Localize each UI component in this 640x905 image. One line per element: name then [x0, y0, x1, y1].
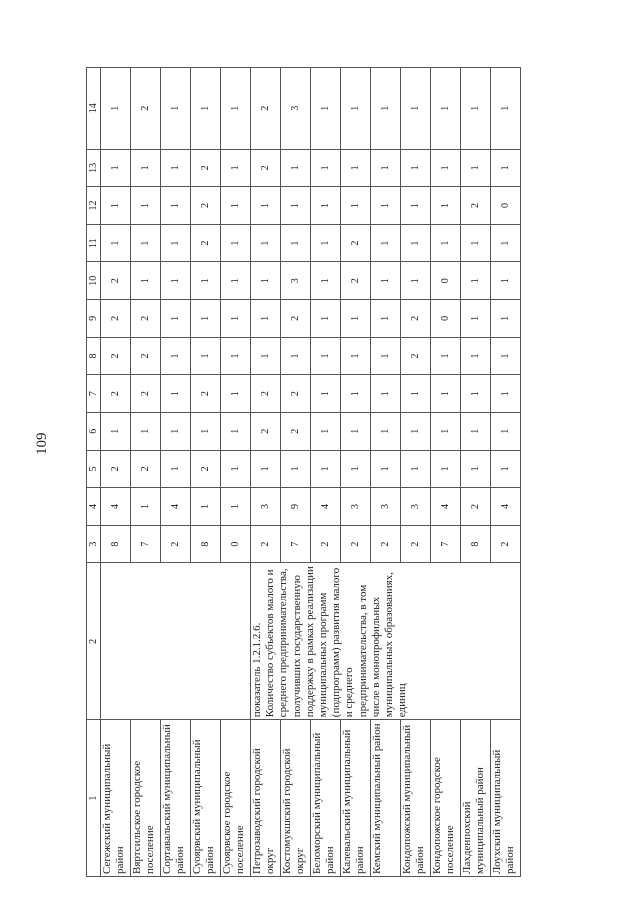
value-cell: 1 [311, 337, 341, 375]
value-cell: 1 [251, 262, 281, 300]
municipality-name: Петрозаводский городской округ [251, 720, 281, 877]
table-row [191, 68, 221, 877]
value-cell: 2 [131, 450, 161, 488]
column-header: 10 [87, 262, 101, 300]
value-cell: 1 [371, 412, 401, 450]
column-header: 14 [87, 68, 101, 150]
value-cell: 1 [131, 262, 161, 300]
municipality-name: Суоярвский муниципальный район [191, 720, 221, 877]
value-cell: 1 [431, 224, 461, 262]
value-cell: 2 [371, 525, 401, 563]
value-cell: 1 [461, 375, 491, 413]
value-cell: 1 [401, 375, 431, 413]
value-cell: 1 [101, 187, 131, 225]
value-cell: 2 [191, 375, 221, 413]
value-cell: 3 [251, 488, 281, 526]
value-cell: 1 [161, 450, 191, 488]
value-cell: 2 [281, 300, 311, 338]
value-cell: 2 [131, 68, 161, 150]
value-cell: 2 [401, 300, 431, 338]
value-cell: 1 [401, 224, 431, 262]
value-cell: 1 [131, 488, 161, 526]
value-cell: 1 [221, 300, 251, 338]
value-cell: 2 [461, 187, 491, 225]
value-cell: 1 [341, 375, 371, 413]
value-cell: 1 [281, 224, 311, 262]
column-header: 6 [87, 412, 101, 450]
value-cell: 2 [251, 149, 281, 187]
value-cell: 2 [101, 375, 131, 413]
value-cell: 1 [431, 450, 461, 488]
value-cell: 1 [371, 262, 401, 300]
value-cell: 1 [341, 68, 371, 150]
value-cell: 1 [251, 337, 281, 375]
rotated-table-wrapper [86, 67, 516, 877]
value-cell: 1 [101, 412, 131, 450]
value-cell: 1 [311, 187, 341, 225]
value-cell: 1 [401, 412, 431, 450]
value-cell: 1 [251, 300, 281, 338]
value-cell: 1 [281, 337, 311, 375]
value-cell: 2 [341, 262, 371, 300]
municipality-name: Калевальский муниципальный район [341, 720, 371, 877]
value-cell: 7 [281, 525, 311, 563]
value-cell: 8 [461, 525, 491, 563]
value-cell: 1 [401, 68, 431, 150]
value-cell: 1 [161, 187, 191, 225]
municipality-name: Лахденпохский муниципальный район [461, 720, 491, 877]
value-cell: 3 [371, 488, 401, 526]
value-cell: 2 [101, 300, 131, 338]
value-cell: 4 [431, 488, 461, 526]
value-cell: 1 [311, 450, 341, 488]
table-row [131, 68, 161, 877]
value-cell: 1 [311, 68, 341, 150]
table-row [431, 68, 461, 877]
value-cell: 1 [431, 412, 461, 450]
value-cell: 1 [371, 224, 401, 262]
value-cell: 1 [161, 262, 191, 300]
value-cell: 1 [491, 149, 521, 187]
value-cell: 1 [281, 450, 311, 488]
value-cell: 1 [341, 337, 371, 375]
table-row [161, 68, 191, 877]
value-cell: 1 [281, 187, 311, 225]
column-header: 8 [87, 337, 101, 375]
value-cell: 1 [221, 488, 251, 526]
table-row [401, 68, 431, 877]
column-header: 7 [87, 375, 101, 413]
table-row [491, 68, 521, 877]
column-header: 2 [87, 563, 101, 720]
value-cell: 1 [401, 149, 431, 187]
value-cell: 1 [221, 224, 251, 262]
value-cell: 1 [491, 68, 521, 150]
value-cell: 1 [191, 337, 221, 375]
value-cell: 1 [371, 450, 401, 488]
value-cell: 1 [221, 68, 251, 150]
value-cell: 1 [311, 262, 341, 300]
value-cell: 1 [431, 337, 461, 375]
value-cell: 2 [101, 337, 131, 375]
value-cell: 2 [251, 68, 281, 150]
value-cell: 1 [161, 337, 191, 375]
value-cell: 3 [341, 488, 371, 526]
value-cell: 1 [251, 187, 281, 225]
column-header: 5 [87, 450, 101, 488]
page-number: 109 [34, 432, 50, 455]
value-cell: 2 [131, 375, 161, 413]
value-cell: 1 [221, 337, 251, 375]
value-cell: 1 [221, 412, 251, 450]
value-cell: 1 [461, 262, 491, 300]
value-cell: 2 [281, 375, 311, 413]
value-cell: 2 [191, 224, 221, 262]
value-cell: 2 [101, 450, 131, 488]
value-cell: 8 [101, 525, 131, 563]
value-cell: 1 [101, 68, 131, 150]
value-cell: 2 [341, 525, 371, 563]
value-cell: 1 [461, 300, 491, 338]
value-cell: 1 [461, 149, 491, 187]
column-header: 9 [87, 300, 101, 338]
value-cell: 7 [131, 525, 161, 563]
value-cell: 1 [371, 337, 401, 375]
value-cell: 1 [131, 149, 161, 187]
value-cell: 1 [131, 187, 161, 225]
value-cell: 2 [461, 488, 491, 526]
value-cell: 1 [161, 68, 191, 150]
value-cell: 1 [461, 450, 491, 488]
value-cell: 1 [401, 187, 431, 225]
value-cell: 1 [161, 412, 191, 450]
value-cell: 4 [101, 488, 131, 526]
value-cell: 1 [371, 187, 401, 225]
municipality-name: Кондопожское городское поселение [431, 720, 461, 877]
municipality-name: Суоярвское городское поселение [221, 720, 251, 877]
value-cell: 1 [491, 337, 521, 375]
municipality-name: Кондопожский муниципальный район [401, 720, 431, 877]
header-row [87, 68, 101, 877]
value-cell: 1 [431, 187, 461, 225]
value-cell: 1 [401, 450, 431, 488]
value-cell: 0 [491, 187, 521, 225]
table-row [461, 68, 491, 877]
municipality-name: Беломорский муниципальный район [311, 720, 341, 877]
value-cell: 2 [341, 224, 371, 262]
value-cell: 1 [431, 149, 461, 187]
value-cell: 2 [251, 525, 281, 563]
table-row [341, 68, 371, 877]
indicator-description: показатель 1.2.1.2.6. Количество субъектов малого и среднего предпринимательства, получивших государственную поддержку в рамках реализации муниципальных программ (подпрограмм) развития малого и среднего предпринимательства, в том числе в монопрофильных муниципальных образованиях, единиц [251, 563, 521, 720]
table-row [311, 68, 341, 877]
value-cell: 1 [251, 450, 281, 488]
value-cell: 2 [101, 262, 131, 300]
value-cell: 1 [491, 412, 521, 450]
value-cell: 8 [191, 525, 221, 563]
value-cell: 1 [491, 224, 521, 262]
value-cell: 1 [131, 224, 161, 262]
value-cell: 0 [221, 525, 251, 563]
value-cell: 2 [251, 412, 281, 450]
value-cell: 1 [461, 224, 491, 262]
table-row [371, 68, 401, 877]
value-cell: 1 [341, 149, 371, 187]
value-cell: 4 [161, 488, 191, 526]
value-cell: 1 [431, 375, 461, 413]
column-header: 4 [87, 488, 101, 526]
column-header: 12 [87, 187, 101, 225]
value-cell: 1 [191, 488, 221, 526]
value-cell: 1 [461, 337, 491, 375]
value-cell: 1 [341, 450, 371, 488]
value-cell: 2 [401, 337, 431, 375]
value-cell: 1 [311, 300, 341, 338]
column-header: 3 [87, 525, 101, 563]
value-cell: 1 [371, 68, 401, 150]
municipality-name: Кемский муниципальный район [371, 720, 401, 877]
value-cell: 1 [371, 300, 401, 338]
data-table [86, 67, 521, 877]
value-cell: 1 [221, 450, 251, 488]
value-cell: 1 [221, 262, 251, 300]
value-cell: 3 [401, 488, 431, 526]
value-cell: 0 [431, 262, 461, 300]
value-cell: 1 [161, 375, 191, 413]
column-header: 11 [87, 224, 101, 262]
value-cell: 1 [371, 149, 401, 187]
value-cell: 2 [311, 525, 341, 563]
table-row [281, 68, 311, 877]
value-cell: 9 [281, 488, 311, 526]
value-cell: 1 [461, 412, 491, 450]
value-cell: 1 [221, 149, 251, 187]
value-cell: 1 [401, 262, 431, 300]
value-cell: 1 [101, 224, 131, 262]
value-cell: 1 [341, 187, 371, 225]
value-cell: 2 [401, 525, 431, 563]
value-cell: 1 [281, 149, 311, 187]
value-cell: 2 [191, 149, 221, 187]
municipality-name: Костомукшский городской округ [281, 720, 311, 877]
value-cell: 2 [131, 337, 161, 375]
table-body [101, 68, 521, 877]
value-cell: 2 [131, 300, 161, 338]
value-cell: 4 [491, 488, 521, 526]
value-cell: 1 [131, 412, 161, 450]
value-cell: 1 [311, 149, 341, 187]
value-cell: 1 [431, 68, 461, 150]
value-cell: 3 [281, 262, 311, 300]
value-cell: 1 [491, 450, 521, 488]
value-cell: 0 [431, 300, 461, 338]
value-cell: 2 [161, 525, 191, 563]
value-cell: 1 [191, 68, 221, 150]
value-cell: 1 [461, 68, 491, 150]
empty-description-cell [101, 563, 251, 720]
table-row [251, 68, 281, 877]
value-cell: 1 [161, 149, 191, 187]
value-cell: 1 [311, 224, 341, 262]
value-cell: 4 [311, 488, 341, 526]
column-header: 1 [87, 720, 101, 877]
municipality-name: Вяртсильское городское поселение [131, 720, 161, 877]
value-cell: 1 [101, 149, 131, 187]
value-cell: 1 [311, 412, 341, 450]
column-header: 13 [87, 149, 101, 187]
value-cell: 1 [221, 187, 251, 225]
table-row [221, 68, 251, 877]
table-row [101, 68, 131, 877]
value-cell: 1 [491, 300, 521, 338]
value-cell: 2 [251, 375, 281, 413]
municipality-name: Сегежский муниципальный район [101, 720, 131, 877]
value-cell: 1 [341, 300, 371, 338]
value-cell: 3 [281, 68, 311, 150]
value-cell: 1 [161, 300, 191, 338]
value-cell: 1 [491, 375, 521, 413]
value-cell: 1 [251, 224, 281, 262]
value-cell: 2 [191, 450, 221, 488]
value-cell: 1 [191, 412, 221, 450]
municipality-name: Лоухский муниципальный район [491, 720, 521, 877]
value-cell: 2 [491, 525, 521, 563]
value-cell: 1 [191, 300, 221, 338]
value-cell: 1 [221, 375, 251, 413]
value-cell: 7 [431, 525, 461, 563]
value-cell: 1 [191, 262, 221, 300]
value-cell: 1 [161, 224, 191, 262]
value-cell: 1 [491, 262, 521, 300]
value-cell: 1 [371, 375, 401, 413]
value-cell: 2 [281, 412, 311, 450]
value-cell: 1 [341, 412, 371, 450]
value-cell: 1 [311, 375, 341, 413]
value-cell: 2 [191, 187, 221, 225]
municipality-name: Сортавальский муниципальный район [161, 720, 191, 877]
